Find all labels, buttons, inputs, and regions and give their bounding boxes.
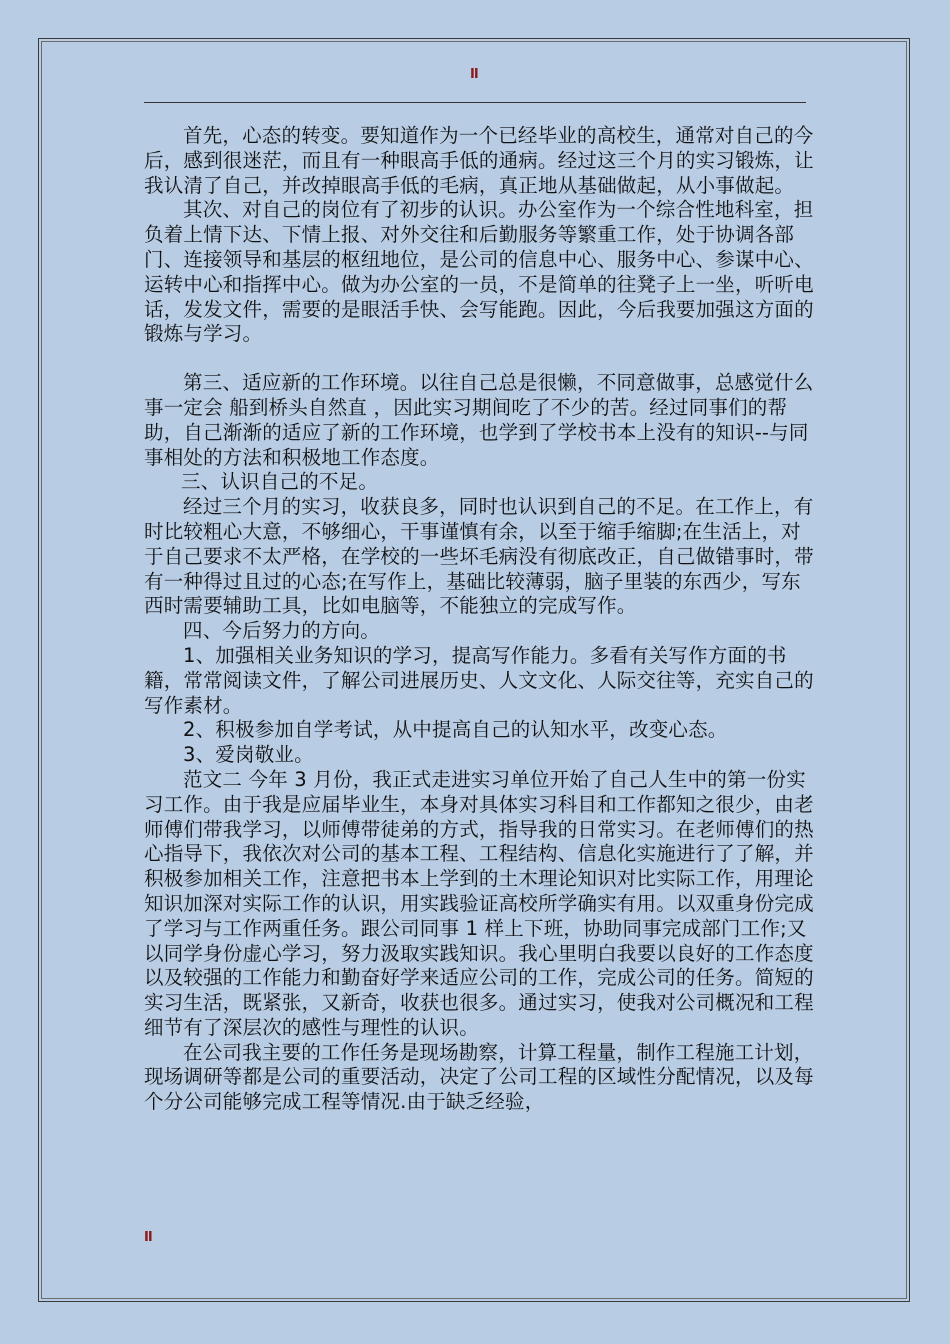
section-heading-shortcomings: 三、认识自己的不足。 <box>181 470 379 494</box>
paragraph-shortcomings: 经过三个月的实习，收获良多，同时也认识到自己的不足。在工作上，有时比较粗心大意，不够细心，干事谨慎有余，以至于缩手缩脚;在生活上，对于自己要求不太严格，在学校的一些坏毛病没有彻底改正，自己做错事时，带有一种得过且过的心态;在写作上，基础比较薄弱，脑子里装的东西少，写东西时需要辅助工具，比如电脑等，不能独立的完成写作。 <box>144 495 814 618</box>
list-item-3: 3、爱岗敬业。 <box>183 743 314 767</box>
section-heading-direction: 四、今后努力的方向。 <box>183 619 381 643</box>
paragraph-environment: 第三、适应新的工作环境。以往自己总是很懒，不同意做事，总感觉什么事一定会 船到桥头自然直 ，因此实习期间吃了不少的苦。经过同事们的帮助，自己渐渐的适应了新的工作环境，也学到了学校书本上没有的知识--与同事相处的方法和积极地工作态度。 <box>144 371 814 469</box>
paragraph-position: 其次、对自己的岗位有了初步的认识。办公室作为一个综合性地科室，担负着上情下达、下情上报、对外交往和后勤服务等繁重工作，处于协调各部门、连接领导和基层的枢纽地位，是公司的信息中心、服务中心、参谋中心、运转中心和指挥中心。做为办公室的一员，不是简单的往凳子上一坐，听听电话，发发文件，需要的是眼活手快、会写能跑。因此，今后我要加强这方面的锻炼与学习。 <box>144 198 814 346</box>
header-divider <box>144 102 806 103</box>
paragraph-main-tasks: 在公司我主要的工作任务是现场勘察，计算工程量，制作工程施工计划，现场调研等都是公司的重要活动，决定了公司工程的区域性分配情况，以及每个分公司能够完成工程等情况.由于缺乏经验， <box>144 1040 814 1114</box>
document-body <box>144 124 814 1115</box>
footer-page-mark: II <box>144 1230 152 1245</box>
header-page-mark: II <box>470 67 478 82</box>
list-item-2: 2、积极参加自学考试，从中提高自己的认知水平，改变心态。 <box>183 718 728 742</box>
list-item-1: 1、加强相关业务知识的学习，提高写作能力。多看有关写作方面的书籍，常常阅读文件，了解公司进展历史、人文文化、人际交往等，充实自己的写作素材。 <box>144 643 814 717</box>
paragraph-attitude: 首先，心态的转变。要知道作为一个已经毕业的高校生，通常对自己的今后，感到很迷茫，而且有一种眼高手低的通病。经过这三个月的实习锻炼，让我认清了自己，并改掉眼高手低的毛病，真正地从基础做起，从小事做起。 <box>144 124 814 197</box>
paragraph-sample-two: 范文二 今年 3 月份，我正式走进实习单位开始了自己人生中的第一份实习工作。由于我是应届毕业生，本身对具体实习科目和工作都知之很少，由老师傅们带我学习，以师傅带徒弟的方式，指导我的日常实习。在老师傅们的热心指导下，我依次对公司的基本工程、工程结构、信息化实施进行了了解，并积极参加相关工作，注意把书本上学到的土木理论知识对比实际工作，用理论知识加深对实际工作的认识，用实践验证高校所学确实有用。以双重身份完成了学习与工作两重任务。跟公司同事 1 样上下班，协助同事完成部门工作;又以同学身份虚心学习，努力汲取实践知识。我心里明白我要以良好的工作态度以及较强的工作能力和勤奋好学来适应公司的工作，完成公司的任务。简短的实习生活，既紧张，又新奇，收获也很多。通过实习，使我对公司概况和工程细节有了深层次的感性与理性的认识。 <box>144 767 814 1039</box>
